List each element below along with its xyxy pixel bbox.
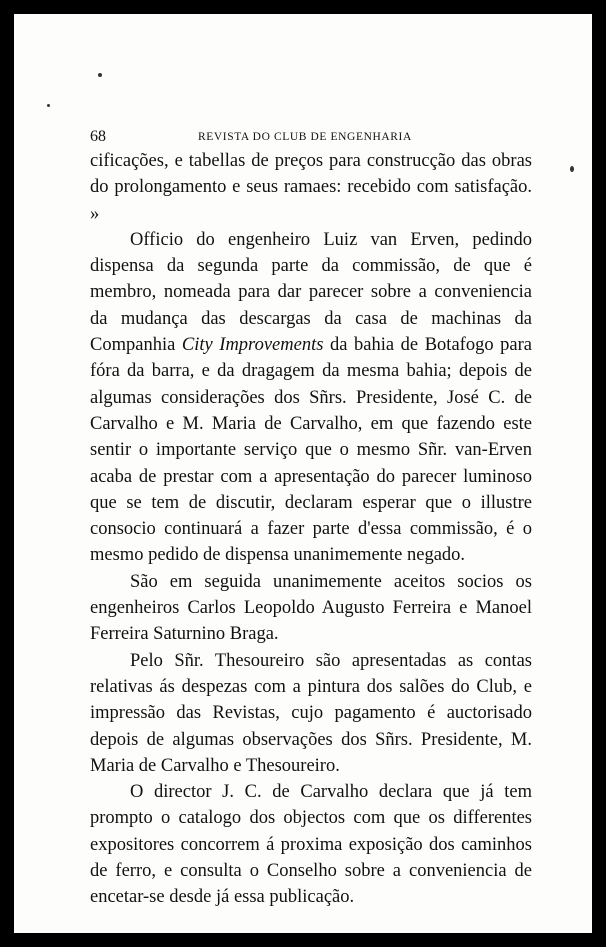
page-number: 68 [90,128,106,145]
paragraph-officio-end: da bahia de Botafogo para fóra da barra, e da dragagem da mesma bahia; depois de algumas considerações dos Sñrs. Presidente, José C. de Carvalho e M. Maria de Carvalho, em que fazendo este sentir o importante serviço que o mesmo Sñr. van-Erven acaba de prestar com a apresentação do parecer luminoso que se tem de discutir, declaram esperar que o illustre consocio continuará a fazer parte d'essa commissão, é o mesmo pedido de dispensa unanimemente negado. [90,335,532,566]
paragraph-continued: cificações, e tabellas de preços para construcção das obras do prolongamento e seus ramaes: recebido com satisfação. » [90,151,532,224]
paragraph-officio-start: Officio do engenheiro Luiz van Erven, pedindo dispensa da segunda parte da commissão, de que é membro, nomeada para dar parecer sobre a conveniencia da mudança das descargas da casa de machinas da Companhia [90,229,532,356]
running-title: REVISTA DO CLUB DE ENGENHARIA [198,131,412,143]
company-name-italic: City Improvements [181,335,324,356]
ink-speck [47,104,50,107]
ink-speck [570,166,574,172]
body-text [90,148,532,911]
document-page [14,14,592,933]
paragraph-catalogue: O director J. C. de Carvalho declara que já tem prompto o catalogo dos objectos com que os differentes expositores concorrem á proxima exposição dos caminhos de ferro, e consulta o Conselho sobre a conveniencia de encetar-se desde já essa publicação. [90,782,532,908]
paragraph-officio [90,227,532,569]
page-header [90,128,530,148]
paragraph-new-members: São em seguida unanimemente aceitos socios os engenheiros Carlos Leopoldo Augusto Ferreira e Manoel Ferreira Saturnino Braga. [90,571,532,645]
paragraph-treasurer: Pelo Sñr. Thesoureiro são apresentadas as contas relativas ás despezas com a pintura dos salões do Club, e impressão das Revistas, cujo pagamento é auctorisado depois de algumas observações dos Sñrs. Presidente, M. Maria de Carvalho e Thesoureiro. [90,650,532,776]
ink-speck [98,73,102,77]
